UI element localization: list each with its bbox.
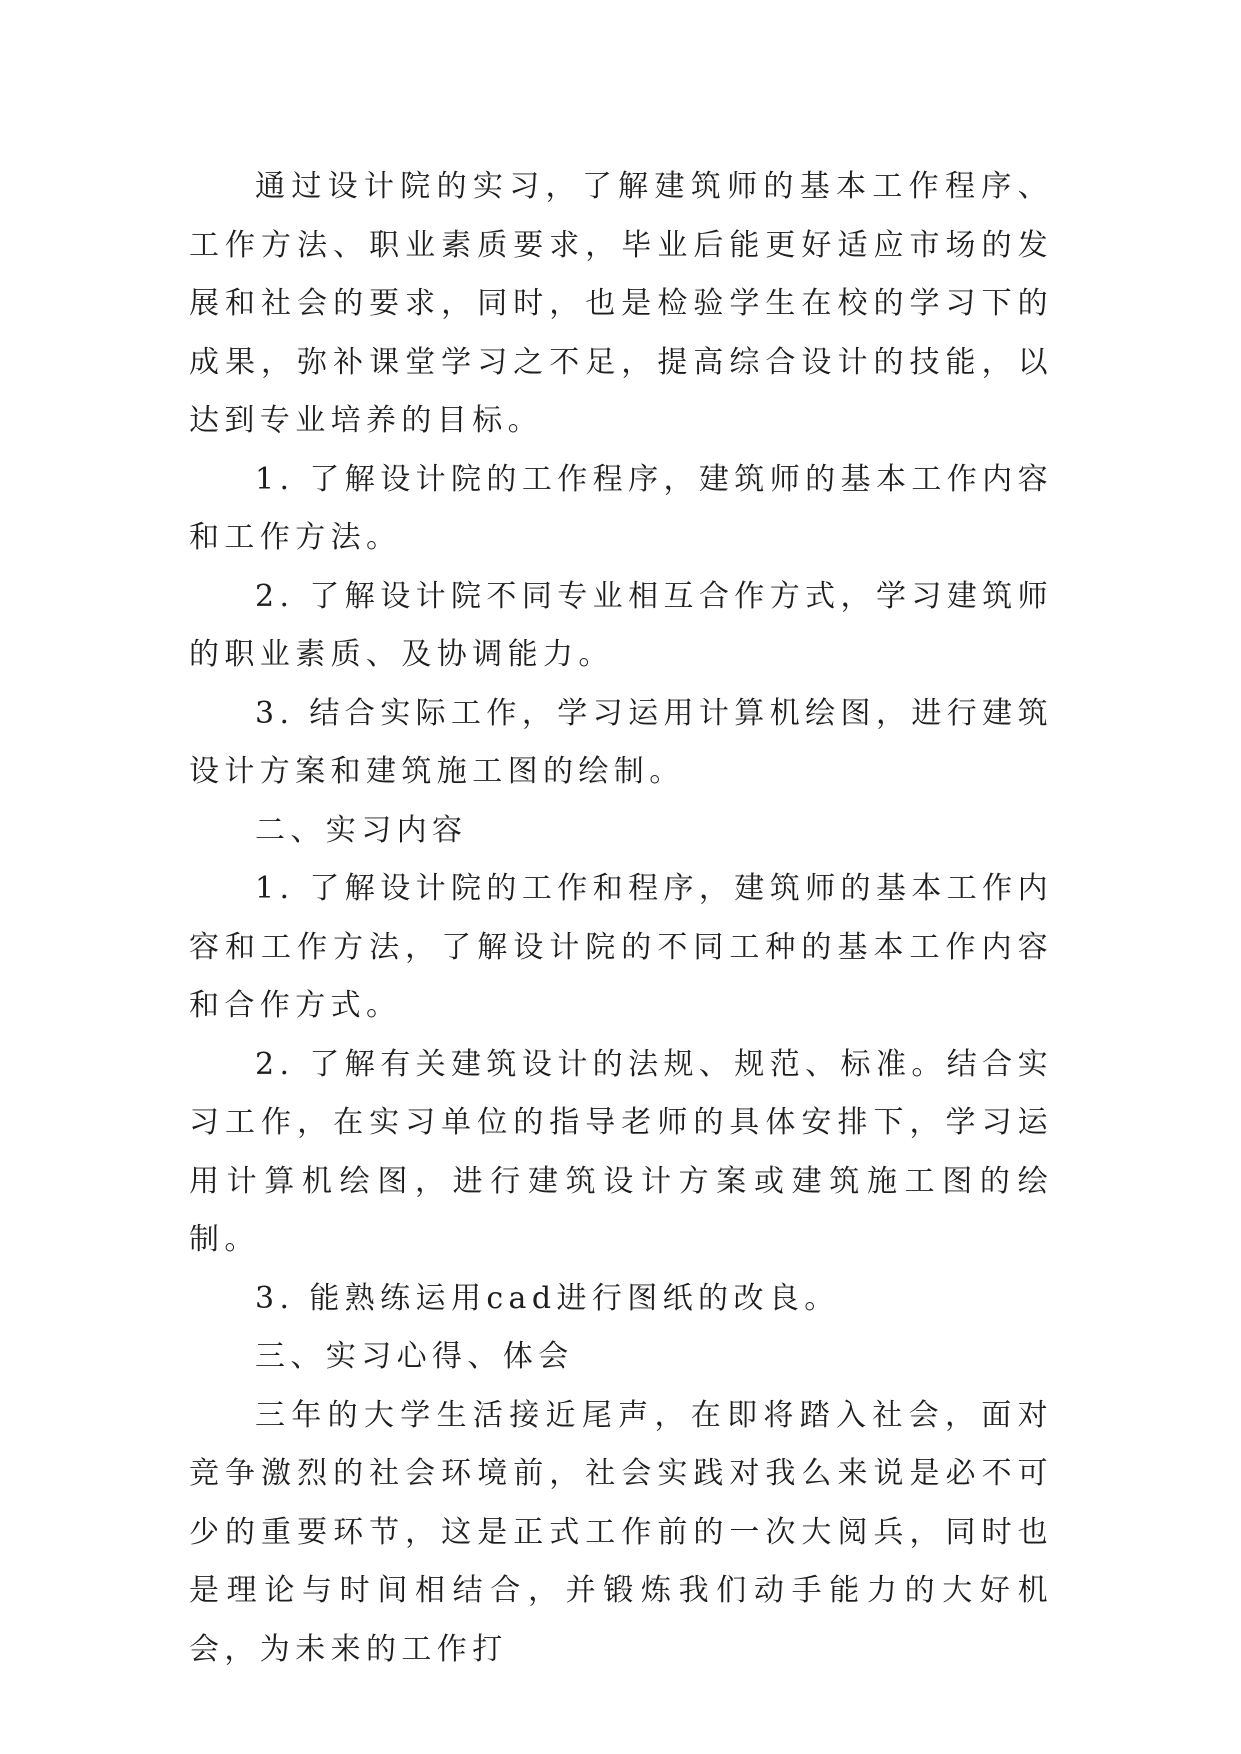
section-heading-experience: 三、实习心得、体会 <box>255 1339 574 1374</box>
section-heading-content: 二、实习内容 <box>255 812 468 848</box>
paragraph-content-3: 3. 能熟练运用cad进行图纸的改良。 <box>255 1280 840 1316</box>
paragraph-experience: 三年的大学生活接近尾声，在即将踏入社会，面对竞争激烈的社会环境前，社会实践对我么来说是必不可少的重要环节，这是正式工作前的一次大阅兵，同时也是理论与时间相结合，并锻炼我们动手能力的大好机会，为未来的工作打 <box>189 1397 1053 1667</box>
document-body <box>189 158 1053 1679</box>
paragraph-goal-2: 2. 了解设计院不同专业相互合作方式，学习建筑师的职业素质、及协调能力。 <box>189 578 1053 672</box>
paragraph-goal-1: 1. 了解设计院的工作程序，建筑师的基本工作内容和工作方法。 <box>189 461 1053 555</box>
paragraph-goal-3: 3. 结合实际工作，学习运用计算机绘图，进行建筑设计方案和建筑施工图的绘制。 <box>189 695 1053 789</box>
paragraph-content-2: 2. 了解有关建筑设计的法规、规范、标准。结合实习工作，在实习单位的指导老师的具体安排下，学习运用计算机绘图，进行建筑设计方案或建筑施工图的绘制。 <box>189 1046 1053 1257</box>
paragraph-content-1: 1. 了解设计院的工作和程序，建筑师的基本工作内容和工作方法，了解设计院的不同工种的基本工作内容和合作方式。 <box>189 871 1053 1023</box>
paragraph-intro: 通过设计院的实习，了解建筑师的基本工作程序、工作方法、职业素质要求，毕业后能更好适应市场的发展和社会的要求，同时，也是检验学生在校的学习下的成果，弥补课堂学习之不足，提高综合设计的技能，以达到专业培养的目标。 <box>189 169 1053 438</box>
